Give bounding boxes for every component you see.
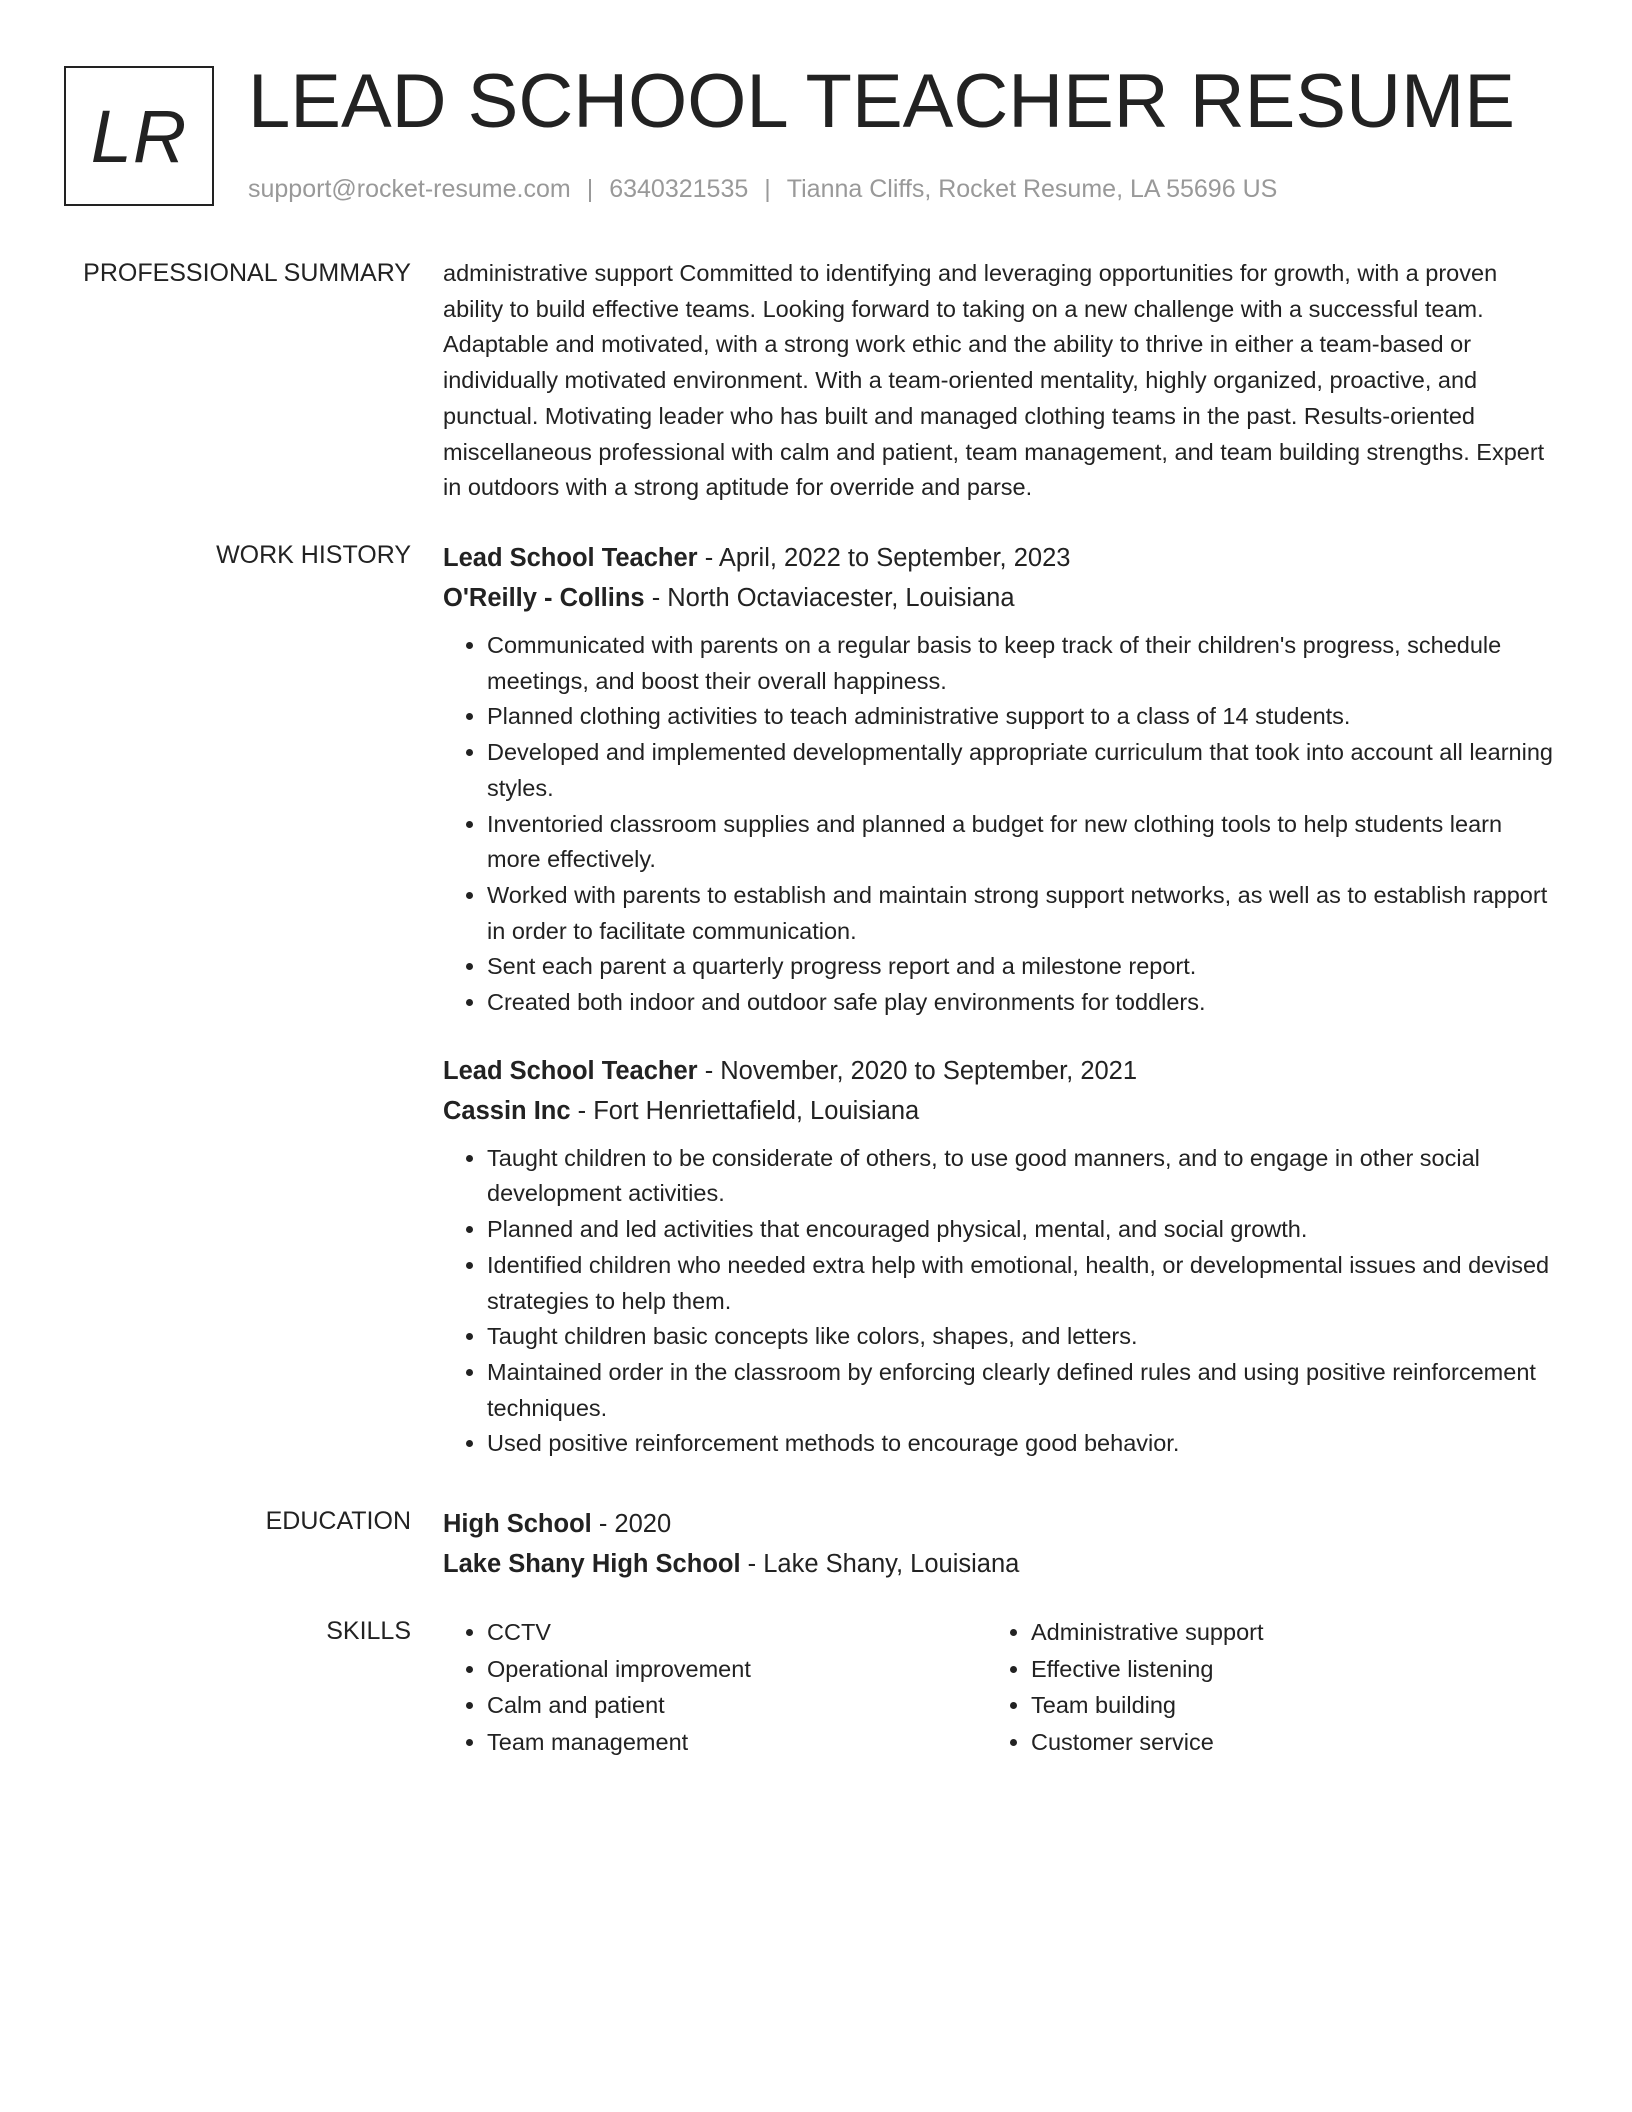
job-bullet: • Worked with parents to establish and maintain strong support networks, as well as to establish rapport in order to facilitate communication.: [487, 878, 1553, 949]
job-title-line: [443, 538, 1553, 578]
skills-label: SKILLS: [326, 1617, 411, 1645]
job-bullet: • Identified children who needed extra help with emotional, health, or developmental issues and devised strategies to help them.: [487, 1248, 1553, 1319]
job-bullet: • Taught children to be considerate of others, to use good manners, and to engage in other social development activities.: [487, 1141, 1553, 1212]
job-location: - North Octaviacester, Louisiana: [644, 584, 1015, 612]
job-dates: - November, 2020 to September, 2021: [697, 1056, 1138, 1085]
job-title-line: [443, 1051, 1553, 1091]
job-bullet-list: [443, 1141, 1553, 1462]
job-company: O'Reilly - Collins: [443, 584, 645, 612]
resume-title: LEAD SCHOOL TEACHER RESUME: [248, 59, 1515, 144]
education-content: [443, 1504, 1553, 1584]
education-degree-line: [443, 1504, 1553, 1544]
education-school: Lake Shany High School: [443, 1550, 741, 1578]
summary-text: administrative support Committed to identifying and leveraging opportunities for growth, with a proven ability to build effective teams. Looking forward to taking on a new challenge with a successful team. Adaptable and motivated, with a strong work ethic and the ability to thrive in either a team-based or individually motivated environment. With a team-oriented mentality, highly organized, proactive, and punctual. Motivating leader who has built and managed clothing teams in the past. Results-oriented miscellaneous professional with calm and patient, team management, and team building strengths. Expert in outdoors with a strong aptitude for override and parse.: [443, 260, 1545, 501]
job-bullet: • Sent each parent a quarterly progress report and a milestone report.: [487, 949, 1553, 985]
skill-item: • Team building: [1031, 1687, 1531, 1724]
job-bullet: • Created both indoor and outdoor safe play environments for toddlers.: [487, 985, 1553, 1021]
education-location: - Lake Shany, Louisiana: [740, 1550, 1020, 1578]
job-bullet: • Communicated with parents on a regular basis to keep track of their children's progress, schedule meetings, and boost their overall happiness.: [487, 628, 1553, 699]
job-bullet: • Taught children basic concepts like colors, shapes, and letters.: [487, 1319, 1553, 1355]
job-bullet: • Planned and led activities that encouraged physical, mental, and social growth.: [487, 1212, 1553, 1248]
job-bullet-list: [443, 628, 1553, 1021]
work-history-content: [443, 538, 1553, 1462]
job-bullet: • Inventoried classroom supplies and planned a budget for new clothing tools to help students learn more effectively.: [487, 807, 1553, 878]
skills-content: [443, 1614, 1553, 1760]
skills-grid: [443, 1614, 1553, 1760]
job-location: - Fort Henriettafield, Louisiana: [570, 1096, 920, 1125]
contact-email: support@rocket-resume.com: [248, 175, 571, 203]
skill-item: • Effective listening: [1031, 1651, 1531, 1688]
education-degree: High School: [443, 1510, 592, 1538]
education-label: EDUCATION: [265, 1507, 411, 1535]
job-company-line: [443, 1091, 1553, 1131]
monogram-logo: [64, 66, 214, 206]
job-company: Cassin Inc: [443, 1096, 571, 1125]
job-bullet: • Maintained order in the classroom by enforcing clearly defined rules and using positive reinforcement techniques.: [487, 1355, 1553, 1426]
job-entry: [443, 538, 1553, 1021]
monogram-text: LR: [90, 94, 188, 178]
skill-item: • Customer service: [1031, 1724, 1531, 1761]
job-entry: [443, 1051, 1553, 1462]
contact-phone: 6340321535: [609, 175, 749, 203]
skill-item: • Calm and patient: [487, 1687, 987, 1724]
work-history-label: WORK HISTORY: [216, 541, 411, 569]
skills-list-left: [443, 1614, 987, 1760]
skill-item: • Administrative support: [1031, 1614, 1531, 1651]
contact-separator: |: [764, 175, 771, 203]
education-year: - 2020: [591, 1510, 672, 1538]
summary-label: PROFESSIONAL SUMMARY: [83, 259, 411, 287]
job-bullet: • Planned clothing activities to teach administrative support to a class of 14 students.: [487, 699, 1553, 735]
job-bullet: • Used positive reinforcement methods to encourage good behavior.: [487, 1426, 1553, 1462]
skill-item: • CCTV: [487, 1614, 987, 1651]
contact-line: [248, 172, 1277, 206]
job-dates: - April, 2022 to September, 2023: [697, 544, 1071, 572]
skills-list-right: [987, 1614, 1531, 1760]
job-bullet: • Developed and implemented developmentally appropriate curriculum that took into account all learning styles.: [487, 735, 1553, 806]
job-company-line: [443, 578, 1553, 618]
summary-content: [443, 256, 1553, 506]
job-title: Lead School Teacher: [443, 544, 698, 572]
job-title: Lead School Teacher: [443, 1056, 698, 1085]
contact-separator: |: [586, 175, 594, 203]
skill-item: • Operational improvement: [487, 1651, 987, 1688]
education-school-line: [443, 1544, 1553, 1584]
contact-address: Tianna Cliffs, Rocket Resume, LA 55696 US: [786, 175, 1278, 203]
skill-item: • Team management: [487, 1724, 987, 1761]
